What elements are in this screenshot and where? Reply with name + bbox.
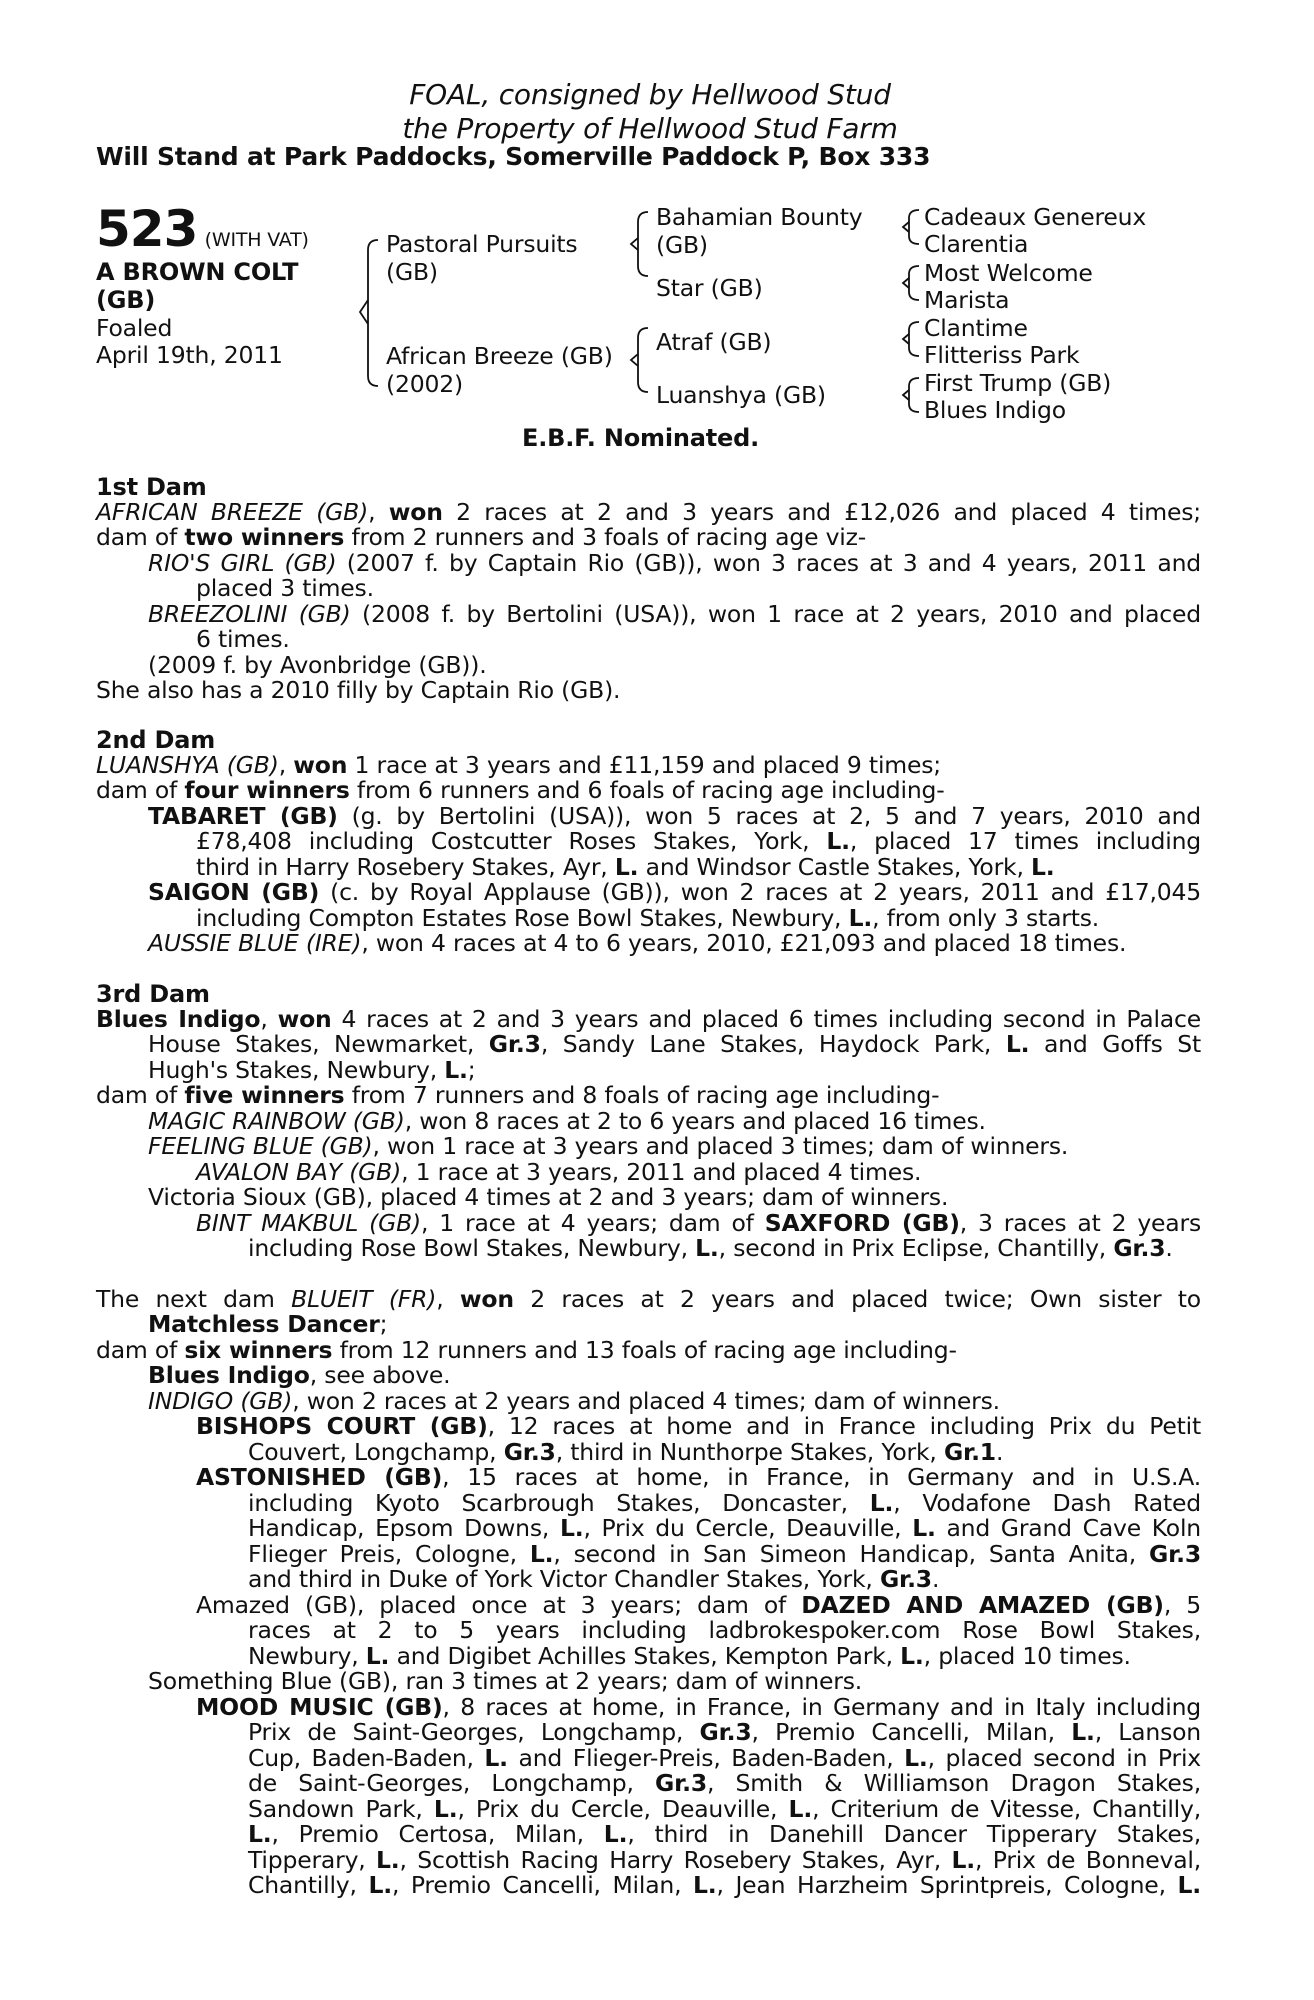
g3-5: Clantime — [924, 314, 1028, 342]
text-line: de Saint-Georges, Longchamp, Gr.3, Smith & Williamson Dragon Stakes, — [248, 1769, 1201, 1797]
text-line: House Stakes, Newmarket, Gr.3, Sandy Lane Stakes, Haydock Park, L. and Goffs St — [148, 1030, 1201, 1058]
text-line: Cup, Baden-Baden, L. and Flieger-Preis, Baden-Baden, L., placed second in Prix — [248, 1744, 1201, 1772]
text-line: Handicap, Epsom Downs, L., Prix du Cercle, Deauville, L. and Grand Cave Koln — [248, 1514, 1201, 1542]
text-line: including Kyoto Scarbrough Stakes, Doncaster, L., Vodafone Dash Rated — [248, 1489, 1201, 1517]
text-line: Newbury, L. and Digibet Achilles Stakes, Kempton Park, L., placed 10 times. — [248, 1642, 1131, 1670]
text-line: L., Premio Certosa, Milan, L., third in Danehill Dancer Tipperary Stakes, — [248, 1820, 1201, 1848]
text-line: AFRICAN BREEZE (GB), won 2 races at 2 and 3 years and £12,026 and placed 4 times; — [96, 498, 1201, 526]
text-line: third in Harry Rosebery Stakes, Ayr, L. and Windsor Castle Stakes, York, L. — [196, 853, 1055, 881]
text-line: Tipperary, L., Scottish Racing Harry Rosebery Stakes, Ayr, L., Prix de Bonneval, — [248, 1846, 1201, 1874]
sire-sire-name: Bahamian Bounty — [656, 203, 863, 231]
g3-2: Clarentia — [924, 230, 1029, 258]
text-line: SAIGON (GB) (c. by Royal Applause (GB)), won 2 races at 2 years, 2011 and £17,045 — [148, 878, 1201, 906]
text-line: Amazed (GB), placed once at 3 years; dam of DAZED AND AMAZED (GB), 5 — [196, 1591, 1201, 1619]
text-line: including Rose Bowl Stakes, Newbury, L., second in Prix Eclipse, Chantilly, Gr.3. — [248, 1234, 1173, 1262]
g3-6: Flitteriss Park — [924, 341, 1080, 369]
lot-number: 523 — [96, 200, 198, 258]
lot-name-line2: (GB) — [96, 286, 156, 314]
dam-sire-name: Atraf (GB) — [656, 328, 772, 356]
ebf-nominated: E.B.F. Nominated. — [522, 424, 759, 452]
text-line: Couvert, Longchamp, Gr.3, third in Nunthorpe Stakes, York, Gr.1. — [248, 1438, 1004, 1466]
text-line: placed 3 times. — [196, 574, 374, 602]
g3-7: First Trump (GB) — [924, 369, 1112, 397]
dam-year: (2002) — [386, 370, 463, 398]
text-line: BISHOPS COURT (GB), 12 races at home and in France including Prix du Petit — [196, 1412, 1201, 1440]
text-line: Prix de Saint-Georges, Longchamp, Gr.3, Premio Cancelli, Milan, L., Lanson — [248, 1718, 1201, 1746]
dam-dam-name: Luanshya (GB) — [656, 381, 826, 409]
text-line: RIO'S GIRL (GB) (2007 f. by Captain Rio (GB)), won 3 races at 3 and 4 years, 2011 and — [148, 549, 1201, 577]
g3-4: Marista — [924, 286, 1010, 314]
text-line: Victoria Sioux (GB), placed 4 times at 2 and 3 years; dam of winners. — [148, 1183, 949, 1211]
sire-dam-name: Star (GB) — [656, 274, 763, 302]
text-line: and third in Duke of York Victor Chandler Stakes, York, Gr.3. — [248, 1565, 940, 1593]
text-line: Blues Indigo, see above. — [148, 1361, 451, 1389]
g3-3: Most Welcome — [924, 259, 1093, 287]
foaled-date: April 19th, 2011 — [96, 341, 283, 369]
text-line: ASTONISHED (GB), 15 races at home, in France, in Germany and in U.S.A. — [196, 1463, 1202, 1491]
second-dam-title: 2nd Dam — [96, 726, 216, 754]
text-line: £78,408 including Costcutter Roses Stakes, York, L., placed 17 times including — [196, 827, 1201, 855]
text-line: dam of two winners from 2 runners and 3 foals of racing age viz- — [96, 523, 867, 551]
text-line: (2009 f. by Avonbridge (GB)). — [148, 651, 487, 679]
vat-label: (WITH VAT) — [204, 229, 309, 251]
first-dam-title: 1st Dam — [96, 473, 207, 501]
dam-name: African Breeze (GB) — [386, 342, 613, 370]
text-line: Chantilly, L., Premio Cancelli, Milan, L., Jean Harzheim Sprintpreis, Cologne, L. — [248, 1871, 1202, 1899]
text-line: FEELING BLUE (GB), won 1 race at 3 years and placed 3 times; dam of winners. — [148, 1132, 1069, 1160]
text-line: BINT MAKBUL (GB), 1 race at 4 years; dam of SAXFORD (GB), 3 races at 2 years — [196, 1209, 1202, 1237]
text-line: Sandown Park, L., Prix du Cercle, Deauville, L., Criterium de Vitesse, Chantilly, — [248, 1795, 1201, 1823]
text-line: TABARET (GB) (g. by Bertolini (USA)), won 5 races at 2, 5 and 7 years, 2010 and — [148, 802, 1201, 830]
stand-line: Will Stand at Park Paddocks, Somerville Paddock P, Box 333 — [96, 142, 931, 171]
text-line: Blues Indigo, won 4 races at 2 and 3 years and placed 6 times including second in Palace — [96, 1005, 1201, 1033]
text-line: INDIGO (GB), won 2 races at 2 years and placed 4 times; dam of winners. — [148, 1387, 1000, 1415]
sire-name: Pastoral Pursuits — [386, 230, 578, 258]
g3-1: Cadeaux Genereux — [924, 203, 1147, 231]
text-line: Matchless Dancer; — [148, 1310, 388, 1338]
text-line: She also has a 2010 filly by Captain Rio (GB). — [96, 676, 621, 704]
foaled-label: Foaled — [96, 314, 173, 342]
text-line: AVALON BAY (GB), 1 race at 3 years, 2011 and placed 4 times. — [196, 1158, 922, 1186]
third-dam-title: 3rd Dam — [96, 980, 210, 1008]
text-line: AUSSIE BLUE (IRE), won 4 races at 4 to 6 years, 2010, £21,093 and placed 18 times. — [148, 929, 1127, 957]
text-line: races at 2 to 5 years including ladbrokespoker.com Rose Bowl Stakes, — [248, 1616, 1201, 1644]
text-line: MOOD MUSIC (GB), 8 races at home, in France, in Germany and in Italy including — [196, 1693, 1201, 1721]
sire-country: (GB) — [386, 258, 438, 286]
text-line: dam of five winners from 7 runners and 8 foals of racing age including- — [96, 1081, 940, 1109]
text-line: LUANSHYA (GB), won 1 race at 3 years and £11,159 and placed 9 times; — [96, 751, 941, 779]
text-line: 6 times. — [196, 625, 290, 653]
lot-name-line1: A BROWN COLT — [96, 258, 299, 286]
text-line: BREEZOLINI (GB) (2008 f. by Bertolini (USA)), won 1 race at 2 years, 2010 and placed — [148, 600, 1202, 628]
text-line: Flieger Preis, Cologne, L., second in San Simeon Handicap, Santa Anita, Gr.3 — [248, 1540, 1201, 1568]
text-line: dam of six winners from 12 runners and 13 foals of racing age including- — [96, 1336, 957, 1364]
text-line: Something Blue (GB), ran 3 times at 2 years; dam of winners. — [148, 1667, 863, 1695]
text-line: including Compton Estates Rose Bowl Stakes, Newbury, L., from only 3 starts. — [196, 904, 1100, 932]
text-line: Hugh's Stakes, Newbury, L.; — [148, 1056, 476, 1084]
property-line: the Property of Hellwood Stud Farm — [402, 112, 898, 145]
sire-sire-country: (GB) — [656, 231, 708, 259]
consignor-line: FOAL, consigned by Hellwood Stud — [409, 78, 891, 111]
text-line: The next dam BLUEIT (FR), won 2 races at 2 years and placed twice; Own sister to — [96, 1285, 1201, 1313]
text-line: MAGIC RAINBOW (GB), won 8 races at 2 to 6 years and placed 16 times. — [148, 1107, 986, 1135]
text-line: dam of four winners from 6 runners and 6 foals of racing age including- — [96, 776, 945, 804]
g3-8: Blues Indigo — [924, 396, 1066, 424]
